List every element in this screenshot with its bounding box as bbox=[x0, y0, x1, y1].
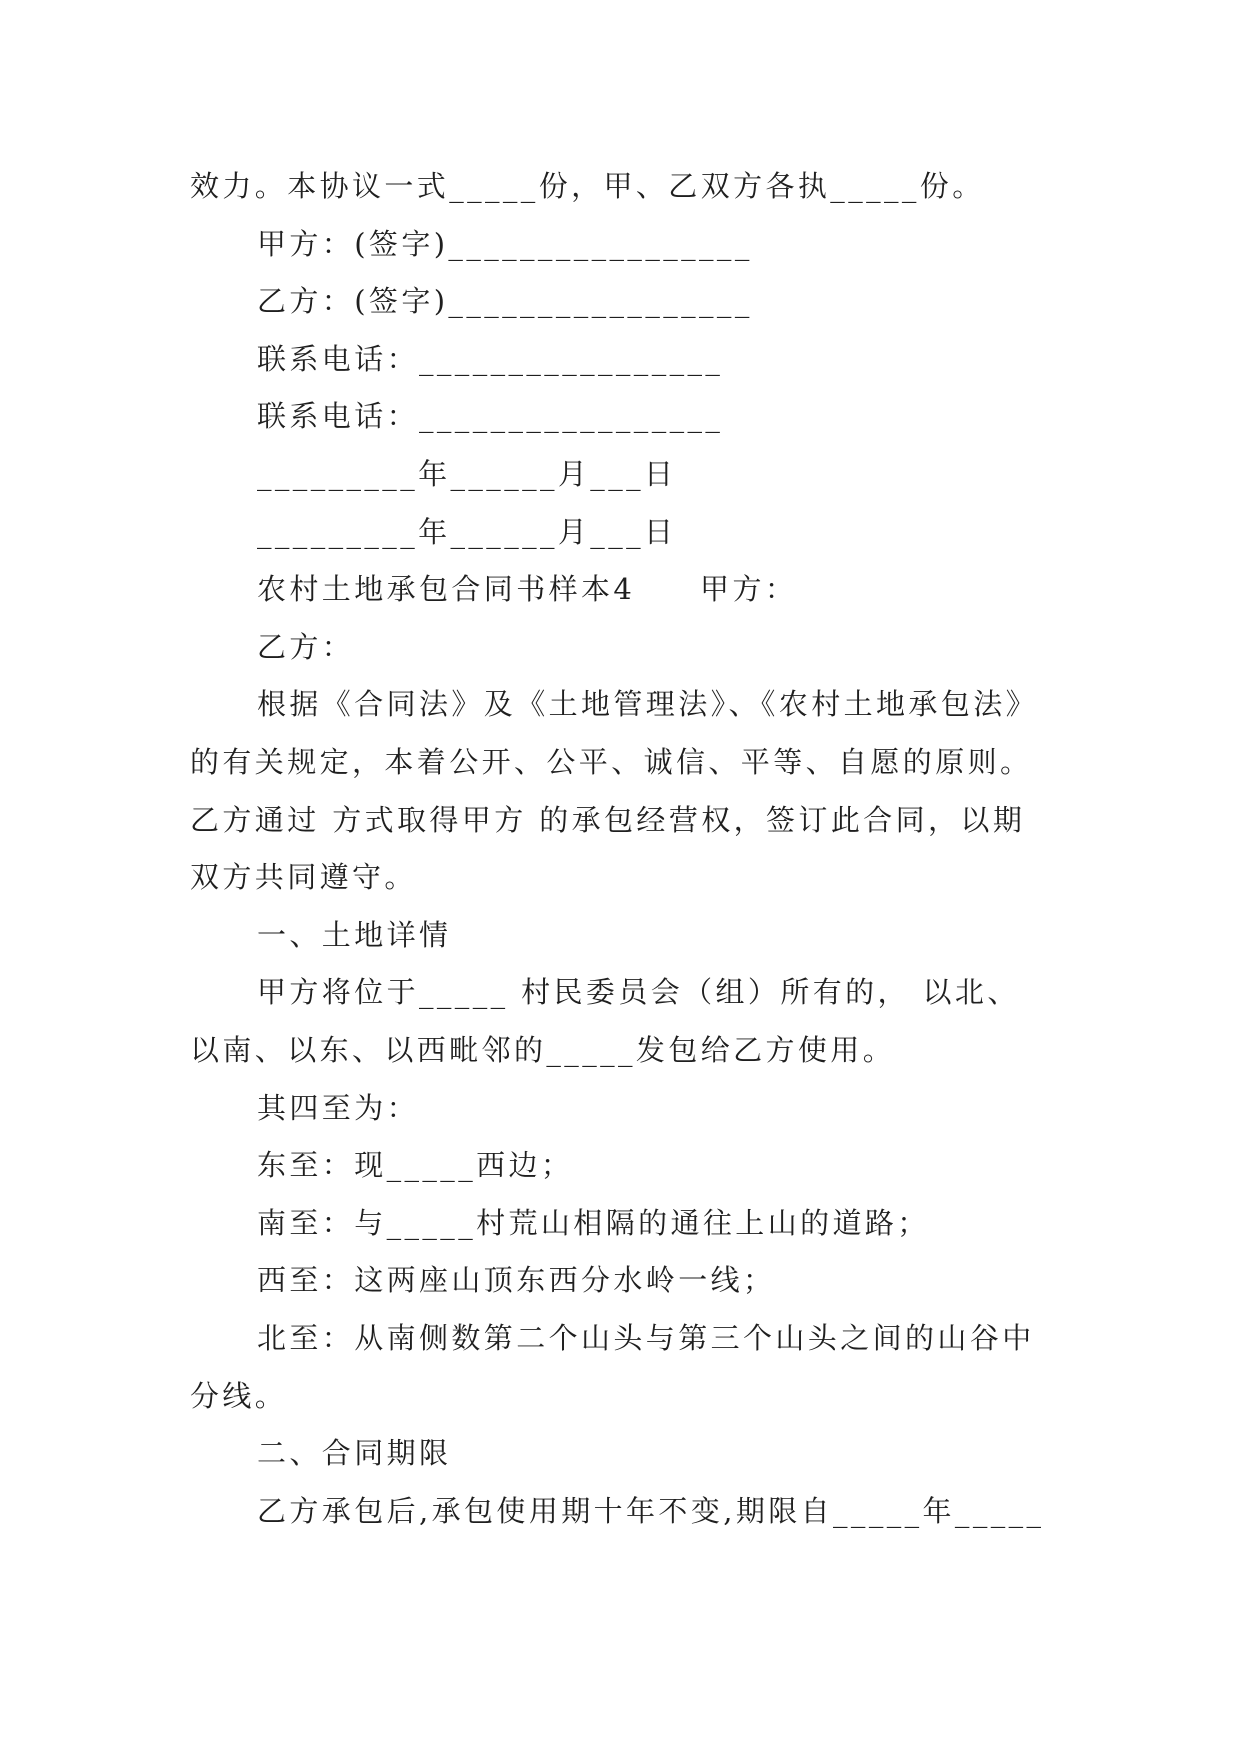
text-line-basis-2: 的有关规定，本着公开、公平、诚信、平等、自愿的原则。 bbox=[190, 745, 1033, 779]
text-line-heading-land: 一、土地详情 bbox=[257, 918, 452, 952]
text-line-phone-a: 联系电话：_________________ bbox=[257, 342, 724, 376]
text-line-basis-4: 双方共同遵守。 bbox=[190, 860, 417, 894]
text-line-basis-3: 乙方通过 方式取得甲方 的承包经营权，签订此合同，以期 bbox=[190, 803, 1026, 837]
text-line-party-b-signature: 乙方：(签字)_________________ bbox=[257, 284, 753, 318]
text-line-section-title: 农村土地承包合同书样本4 甲方： bbox=[257, 572, 798, 606]
text-line-party-a-signature: 甲方：(签字)_________________ bbox=[257, 227, 753, 261]
text-line-land-2: 以南、以东、以西毗邻的_____发包给乙方使用。 bbox=[190, 1033, 896, 1067]
text-line-north-2: 分线。 bbox=[190, 1379, 288, 1413]
text-line-land-1: 甲方将位于_____ 村民委员会（组）所有的， 以北、 bbox=[257, 975, 1020, 1009]
text-line-heading-term: 二、合同期限 bbox=[257, 1436, 452, 1470]
text-line-term: 乙方承包后,承包使用期十年不变,期限自_____年_____ bbox=[257, 1494, 1045, 1528]
text-line-date-b: _________年______月___日 bbox=[257, 515, 677, 549]
text-line-basis-1: 根据《合同法》及《土地管理法》、《农村土地承包法》 bbox=[257, 687, 1039, 721]
text-line-effect: 效力。本协议一式_____份，甲、乙双方各执_____份。 bbox=[190, 169, 985, 203]
text-line-south: 南至：与_____村荒山相隔的通往上山的道路； bbox=[257, 1206, 930, 1240]
text-line-party-b: 乙方： bbox=[257, 630, 355, 664]
text-line-boundaries: 其四至为： bbox=[257, 1091, 420, 1125]
text-line-north-1: 北至：从南侧数第二个山头与第三个山头之间的山谷中 bbox=[257, 1321, 1035, 1355]
text-line-west: 西至：这两座山顶东西分水岭一线； bbox=[257, 1263, 776, 1297]
text-line-date-a: _________年______月___日 bbox=[257, 457, 677, 491]
text-line-east: 东至：现_____西边； bbox=[257, 1148, 574, 1182]
text-line-phone-b: 联系电话：_________________ bbox=[257, 399, 724, 433]
